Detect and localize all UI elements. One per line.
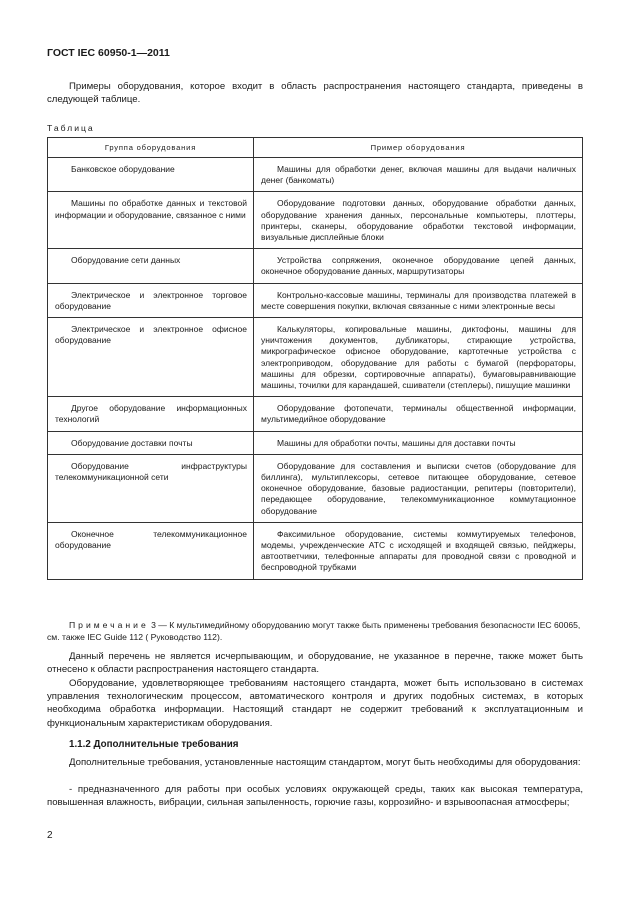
example-cell: Устройства сопряжения, оконечное оборудование цепей данных, оконечное оборудование данных, маршрутизаторы — [254, 249, 583, 283]
group-cell: Электрическое и электронное торговое оборудование — [48, 283, 254, 317]
table-row — [48, 318, 583, 397]
table-row — [48, 522, 583, 579]
table-row — [48, 397, 583, 431]
group-cell: Электрическое и электронное офисное оборудование — [48, 318, 254, 397]
group-cell: Оконечное телекоммуникационное оборудование — [48, 522, 254, 579]
example-cell: Калькуляторы, копировальные машины, диктофоны, машины для уничтожения документов, дубликаторы, стирающие устройства, микрографическое офисное оборудование, картотечные устройства с электроприводом, оборудование для работы с бумагой (перфораторы, машины для обрезки, сортировочные аппараты), бумаговыравнивающие машины, точилки для карандашей, сшиватели (степлеры), пишущие машинки — [254, 318, 583, 397]
intro-paragraph: Примеры оборудования, которое входит в область распространения настоящего стандарта, приведены в следующей таблице. — [47, 81, 583, 106]
example-cell: Оборудование фотопечати, терминалы общественной информации, мультимедийное оборудование — [254, 397, 583, 431]
example-cell: Факсимильное оборудование, системы коммутируемых телефонов, модемы, учрежденческие АТС с исходящей и входящей связью, пейджеры, автоответчики, телефонные аппараты для проводной связи с проводной и беспроводной трубками — [254, 522, 583, 579]
example-cell: Оборудование для составления и выписки счетов (оборудование для биллинга), мультиплексоры, сетевое питающее оборудование, сетевое оконечное оборудование, базовые радиостанции, репитеры (повторители), передающее оборудование, телекоммуникационное коммутационное оборудование — [254, 454, 583, 522]
col-header-group: Группа оборудования — [48, 138, 254, 158]
group-cell: Оборудование инфраструктуры телекоммуникационной сети — [48, 454, 254, 522]
table-row — [48, 454, 583, 522]
table-note — [47, 619, 583, 643]
table-row — [48, 283, 583, 317]
group-cell: Оборудование сети данных — [48, 249, 254, 283]
page-header: ГОСТ IEC 60950-1—2011 — [47, 47, 170, 59]
example-cell: Оборудование подготовки данных, оборудование обработки данных, оборудование хранения данных, персональные компьютеры, плоттеры, принтеры, сканеры, оборудование обработки текстовой информации, визуальные дисплейные блоки — [254, 192, 583, 249]
table-header-row — [48, 138, 583, 158]
paragraph-process-control: Оборудование, удовлетворяющее требованиям настоящего стандарта, может быть использовано в системах управления технологическим процессом, автоматического контроля и других подобных системах, в которых необходима обработка информации. Настоящий стандарт не содержит требований к эксплуатационным и функциональным характеристикам оборудования. — [47, 678, 583, 729]
paragraph-additional-requirements: Дополнительные требования, установленные настоящим стандартом, могут быть необходимы для оборудования: — [69, 757, 581, 768]
note-text: 3 — К мультимедийному оборудованию могут также быть применены требования безопасности IEC 60065, см. также IEC Guide 112 ( Руководство 112). — [47, 620, 581, 642]
section-title: 1.1.2 Дополнительные требования — [69, 739, 239, 750]
group-cell: Банковское оборудование — [48, 158, 254, 192]
group-cell: Машины по обработке данных и текстовой информации и оборудование, связанное с ними — [48, 192, 254, 249]
example-cell: Машины для обработки почты, машины для доставки почты — [254, 431, 583, 454]
paragraph-scope-not-exhaustive: Данный перечень не является исчерпывающим, и оборудование, не указанное в перечне, также может быть отнесено к области распространения настоящего стандарта. — [47, 651, 583, 676]
table-row — [48, 431, 583, 454]
equipment-table — [47, 137, 583, 580]
table-row — [48, 249, 583, 283]
paragraph-special-conditions: - предназначенного для работы при особых условиях окружающей среды, таких как высокая температура, повышенная влажность, вибрации, сильная запыленность, горючие газы, коррозийно- и взрывоопасная атмосферы; — [47, 784, 583, 809]
group-cell: Оборудование доставки почты — [48, 431, 254, 454]
table-row — [48, 158, 583, 192]
table-row — [48, 192, 583, 249]
table-caption: Таблица — [47, 123, 95, 133]
col-header-example: Пример оборудования — [254, 138, 583, 158]
example-cell: Машины для обработки денег, включая машины для выдачи наличных денег (банкоматы) — [254, 158, 583, 192]
example-cell: Контрольно-кассовые машины, терминалы для производства платежей в месте совершения покупки, включая связанные с ними электронные весы — [254, 283, 583, 317]
note-label: Примечание — [69, 620, 149, 630]
group-cell: Другое оборудование информационных технологий — [48, 397, 254, 431]
page-number: 2 — [47, 830, 53, 841]
